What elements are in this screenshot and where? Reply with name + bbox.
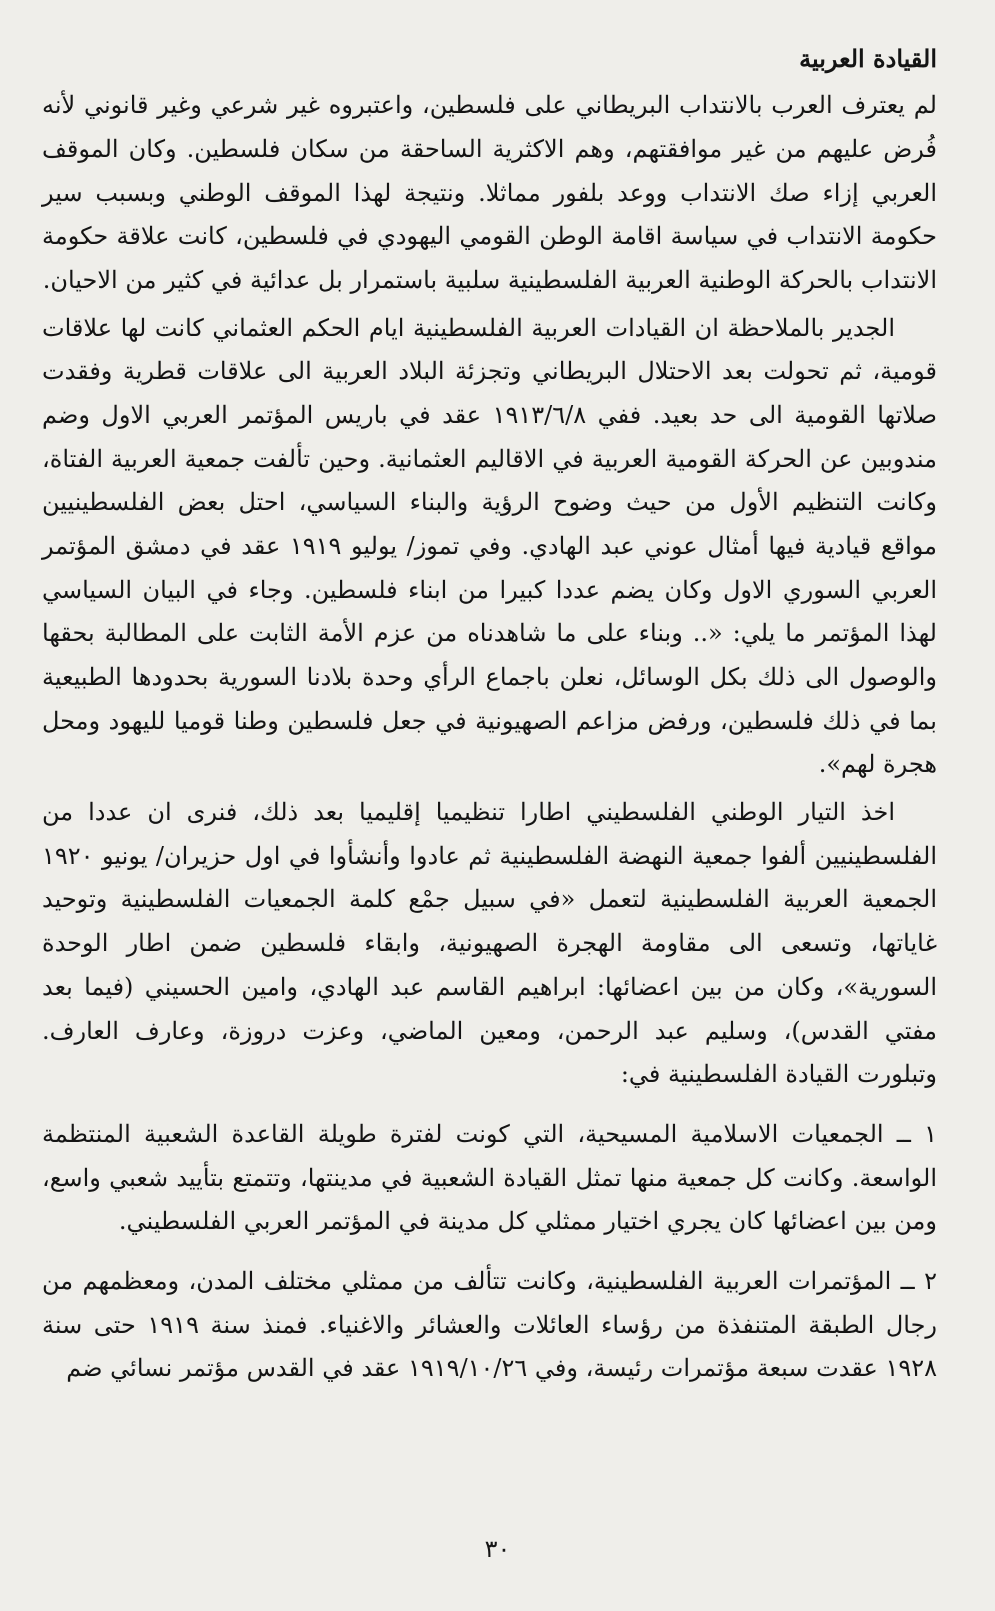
list-item-palestinian-arab-congresses: ٢ ــ المؤتمرات العربية الفلسطينية، وكانت تتألف من ممثلي مختلف المدن، ومعظمهم من رجال الطبقة المتنفذة من رؤساء العائلات والعشائر والاغنياء. فمنذ سنة ١٩١٩ حتى سنة ١٩٢٨ عقدت سبعة مؤتمرات رئيسة، وفي ١٩١٩/١٠/٢٦ عقد في القدس مؤتمر نسائي ضم: [42, 1266, 937, 1383]
body-text: [42, 40, 937, 1391]
paragraph-mandate: لم يعترف العرب بالانتداب البريطاني على فلسطين، واعتبروه غير شرعي وغير قانوني لأنه فُرض عليهم من غير موافقتهم، وهم الاكثرية الساحقة من سكان فلسطين. وكان الموقف العربي إزاء صك الانتداب ووعد بلفور مماثلا. ونتيجة لهذا الموقف الوطني وبسبب سير حكومة الانتداب في سياسة اقامة الوطن القومي اليهودي في فلسطين، كانت علاقة حكومة الانتداب بالحركة الوطنية العربية الفلسطينية سلبية باستمرار بل عدائية في كثير من الاحيان.: [42, 91, 937, 295]
list-item-islamic-christian-societies: ١ ــ الجمعيات الاسلامية المسيحية، التي كونت لفترة طويلة القاعدة الشعبية المنتظمة الواسعة. وكانت كل جمعية منها تمثل القيادة الشعبية في مدينتها، وتتمتع بتأييد شعبي واسع، ومن بين اعضائها كان يجري اختيار ممثلي كل مدينة في المؤتمر العربي الفلسطيني.: [42, 1119, 937, 1236]
paragraph-arab-leaderships: الجدير بالملاحظة ان القيادات العربية الفلسطينية ايام الحكم العثماني كانت لها علاقات قومية، ثم تحولت بعد الاحتلال البريطاني وتجزئة البلاد العربية الى علاقات قطرية وفقدت صلاتها القومية الى حد بعيد. ففي ١٩١٣/٦/٨ عقد في باريس المؤتمر العربي الاول وضم مندوبين عن الحركة القومية العربية في الاقاليم العثمانية. وحين تألفت جمعية العربية الفتاة، وكانت التنظيم الأول من حيث وضوح الرؤية والبناء السياسي، احتل بعض الفلسطينيين مواقع قيادية فيها أمثال عوني عبد الهادي. وفي تموز/ يوليو ١٩١٩ عقد في دمشق المؤتمر العربي السوري الاول وكان يضم عددا كبيرا من ابناء فلسطين. وجاء في البيان السياسي لهذا المؤتمر ما يلي: «.. وبناء على ما شاهدناه من عزم الأمة الثابت على المطالبة بحقها والوصول الى ذلك بكل الوسائل، نعلن باجماع الرأي وحدة بلادنا السورية بحدودها الطبيعية بما في ذلك فلسطين، ورفض مزاعم الصهيونية في جعل فلسطين وطنا قوميا لليهود ومحل هجرة لهم».: [42, 313, 937, 779]
paragraph-national-current: اخذ التيار الوطني الفلسطيني اطارا تنظيميا إقليميا بعد ذلك، فنرى ان عددا من الفلسطينيين ألفوا جمعية النهضة الفلسطينية ثم عادوا وأنشأوا في اول حزيران/ يونيو ١٩٢٠ الجمعية العربية الفلسطينية لتعمل «في سبيل جمْع كلمة الجمعيات الفلسطينية وتوحيد غاياتها، وتسعى الى مقاومة الهجرة الصهيونية، وابقاء فلسطين ضمن اطار الوحدة السورية»، وكان من بين اعضائها: ابراهيم القاسم عبد الهادي، وامين الحسيني (فيما بعد مفتي القدس)، وسليم عبد الرحمن، ومعين الماضي، وعزت دروزة، وعارف العارف. وتبلورت القيادة الفلسطينية في:: [42, 798, 937, 1089]
page-number: ٣٠: [484, 1535, 511, 1563]
section-heading: القيادة العربية: [799, 44, 937, 73]
